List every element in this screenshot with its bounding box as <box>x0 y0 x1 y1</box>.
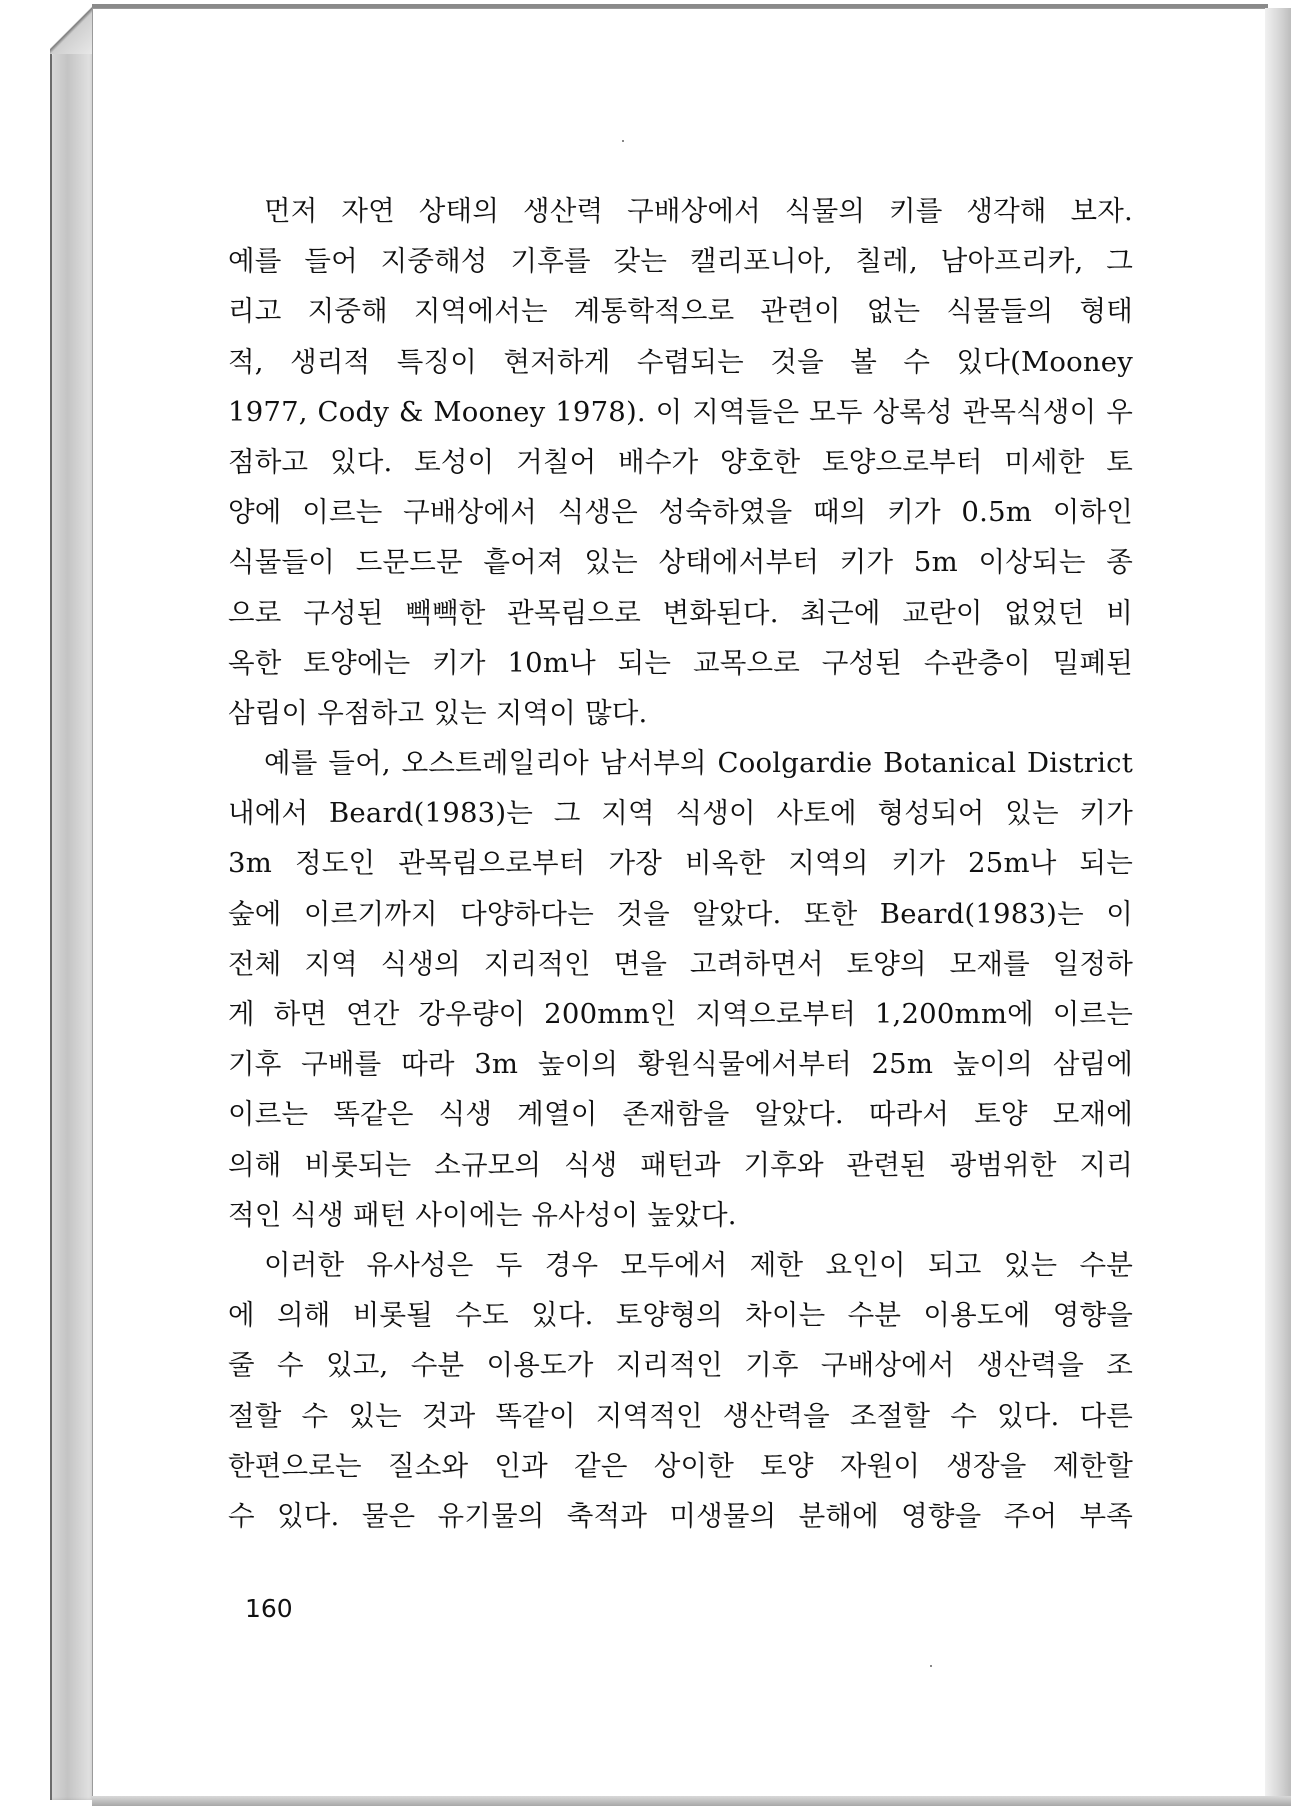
text-line: 기후 구배를 따라 3m 높이의 황원식물에서부터 25m 높이의 삼림에 <box>228 1048 1133 1081</box>
text-line: 내에서 Beard(1983)는 그 지역 식생이 사토에 형성되어 있는 키가 <box>228 797 1133 830</box>
book-right-edge <box>1265 8 1291 1800</box>
text-line: 의해 비롯되는 소규모의 식생 패턴과 기후와 관련된 광범위한 지리 <box>228 1148 1133 1181</box>
text-line: 게 하면 연간 강우량이 200mm인 지역으로부터 1,200mm에 이르는 <box>228 998 1133 1030</box>
text-line: 전체 지역 식생의 지리적인 면을 고려하면서 토양의 모재를 일정하 <box>228 947 1133 980</box>
page-corner-fold <box>50 4 92 54</box>
text-line: 숲에 이르기까지 다양하다는 것을 알았다. 또한 Beard(1983)는 이 <box>228 897 1133 930</box>
text-line: 점하고 있다. 토성이 거칠어 배수가 양호한 토양으로부터 미세한 토 <box>228 445 1133 478</box>
text-line: 으로 구성된 빽빽한 관목림으로 변화된다. 최근에 교란이 없었던 비 <box>228 596 1133 629</box>
paragraph-3 <box>228 1240 1133 1541</box>
text-line: 절할 수 있는 것과 똑같이 지역적인 생산력을 조절할 수 있다. 다른 <box>228 1399 1133 1432</box>
text-line: 줄 수 있고, 수분 이용도가 지리적인 기후 구배상에서 생산력을 조 <box>228 1349 1133 1382</box>
speck <box>930 1665 932 1667</box>
book-spine-line <box>50 30 52 1800</box>
text-line: 삼림이 우점하고 있는 지역이 많다. <box>228 696 648 729</box>
text-line: 옥한 토양에는 키가 10m나 되는 교목으로 구성된 수관층이 밀폐된 <box>228 646 1133 679</box>
text-line: 양에 이르는 구배상에서 식생은 성숙하였을 때의 키가 0.5m 이하인 <box>228 496 1133 529</box>
text-line: 1977, Cody & Mooney 1978). 이 지역들은 모두 상록성 관목식생이 우 <box>228 395 1133 428</box>
paragraph-2 <box>228 738 1133 1240</box>
text-line: 식물들이 드문드문 흩어져 있는 상태에서부터 키가 5m 이상되는 종 <box>228 546 1133 579</box>
text-line: 한편으로는 질소와 인과 같은 상이한 토양 자원이 생장을 제한할 <box>228 1449 1133 1482</box>
book-bottom-edge <box>92 1796 1291 1806</box>
page-number: 160 <box>245 1594 293 1623</box>
text-line: 먼저 자연 상태의 생산력 구배상에서 식물의 키를 생각해 보자. <box>264 195 1133 227</box>
text-line: 에 의해 비롯될 수도 있다. 토양형의 차이는 수분 이용도에 영향을 <box>228 1299 1133 1332</box>
text-line: 적, 생리적 특징이 현저하게 수렴되는 것을 볼 수 있다(Mooney <box>228 345 1133 378</box>
text-line: 이르는 똑같은 식생 계열이 존재함을 알았다. 따라서 토양 모재에 <box>228 1098 1133 1131</box>
text-line: 수 있다. 물은 유기물의 축적과 미생물의 분해에 영향을 주어 부족 <box>228 1499 1133 1532</box>
text-line: 적인 식생 패턴 사이에는 유사성이 높았다. <box>228 1198 737 1231</box>
paragraph-1 <box>228 186 1133 738</box>
speck <box>622 140 624 142</box>
body-text <box>228 186 1133 1541</box>
text-line: 예를 들어, 오스트레일리아 남서부의 Coolgardie Botanical District <box>264 747 1133 780</box>
text-line: 리고 지중해 지역에서는 계통학적으로 관련이 없는 식물들의 형태 <box>228 295 1133 328</box>
text-line: 3m 정도인 관목림으로부터 가장 비옥한 지역의 키가 25m나 되는 <box>228 847 1133 880</box>
text-line: 예를 들어 지중해성 기후를 갖는 캘리포니아, 칠레, 남아프리카, 그 <box>228 245 1133 278</box>
book-left-edge <box>50 8 94 1800</box>
text-line: 이러한 유사성은 두 경우 모두에서 제한 요인이 되고 있는 수분 <box>264 1248 1133 1281</box>
